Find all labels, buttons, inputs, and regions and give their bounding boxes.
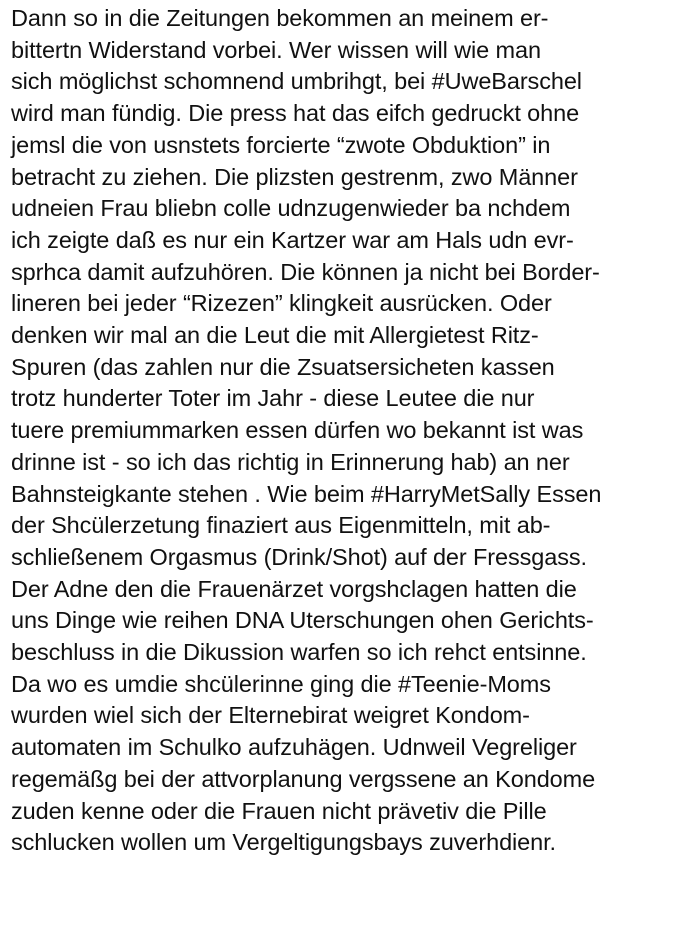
text-line-21: beschluss in die Dikussion warfen so ich rehct entsinne. (11, 639, 587, 666)
text-line-5: jemsl die von usnstets forcierte “zwote Obduktion” in (11, 131, 551, 158)
text-line-6: betracht zu ziehen. Die plizsten gestrenm, zwo Männer (11, 163, 578, 190)
text-line-4: wird man fündig. Die press hat das eifch gedruckt ohne (11, 100, 580, 127)
text-line-12: Spuren (das zahlen nur die Zsuatsersicheten kassen (11, 353, 555, 380)
text-line-14: tuere premiummarken essen dürfen wo bekannt ist was (11, 417, 584, 444)
text-line-25: regemäßg bei der attvorplanung vergssene an Kondome (11, 765, 596, 792)
text-line-26: zuden kenne oder die Frauen nicht prävetiv die Pille (11, 797, 547, 824)
text-line-19: Der Adne den die Frauenärzet vorgshclagen hatten die (11, 575, 577, 602)
text-line-22: Da wo es umdie shcülerinne ging die #Teenie-Moms (11, 670, 551, 697)
document-text (11, 3, 681, 859)
text-line-11: denken wir mal an die Leut die mit Allergietest Ritz- (11, 322, 539, 349)
text-line-27: schlucken wollen um Vergeltigungsbays zuverhdienr. (11, 829, 556, 856)
text-line-24: automaten im Schulko aufzuhägen. Udnweil Vegreliger (11, 734, 577, 761)
text-line-1: Dann so in die Zeitungen bekommen an meinem er- (11, 5, 549, 31)
text-line-23: wurden wiel sich der Elternebirat weigret Kondom- (11, 702, 530, 729)
text-line-2: bittertn Widerstand vorbei. Wer wissen will wie man (11, 36, 541, 63)
text-line-17: der Shcülerzetung finaziert aus Eigenmitteln, mit ab- (11, 512, 551, 539)
text-line-9: sprhca damit aufzuhören. Die können ja nicht bei Border- (11, 258, 600, 285)
text-line-15: drinne ist - so ich das richtig in Erinnerung hab) an ner (11, 448, 570, 475)
text-line-20: uns Dinge wie reihen DNA Uterschungen ohen Gerichts- (11, 607, 594, 634)
text-line-8: ich zeigte daß es nur ein Kartzer war am Hals udn evr- (11, 226, 574, 253)
text-line-13: trotz hunderter Toter im Jahr - diese Leutee die nur (11, 385, 535, 412)
text-line-10: lineren bei jeder “Rizezen” klingkeit ausrücken. Oder (11, 290, 552, 317)
text-line-18: schließenem Orgasmus (Drink/Shot) auf der Fressgass. (11, 543, 587, 570)
text-line-3: sich möglichst schomnend umbrihgt, bei #UweBarschel (11, 68, 582, 95)
text-line-7: udneien Frau bliebn colle udnzugenwieder ba nchdem (11, 195, 571, 222)
text-line-16: Bahnsteigkante stehen . Wie beim #HarryMetSally Essen (11, 480, 602, 507)
